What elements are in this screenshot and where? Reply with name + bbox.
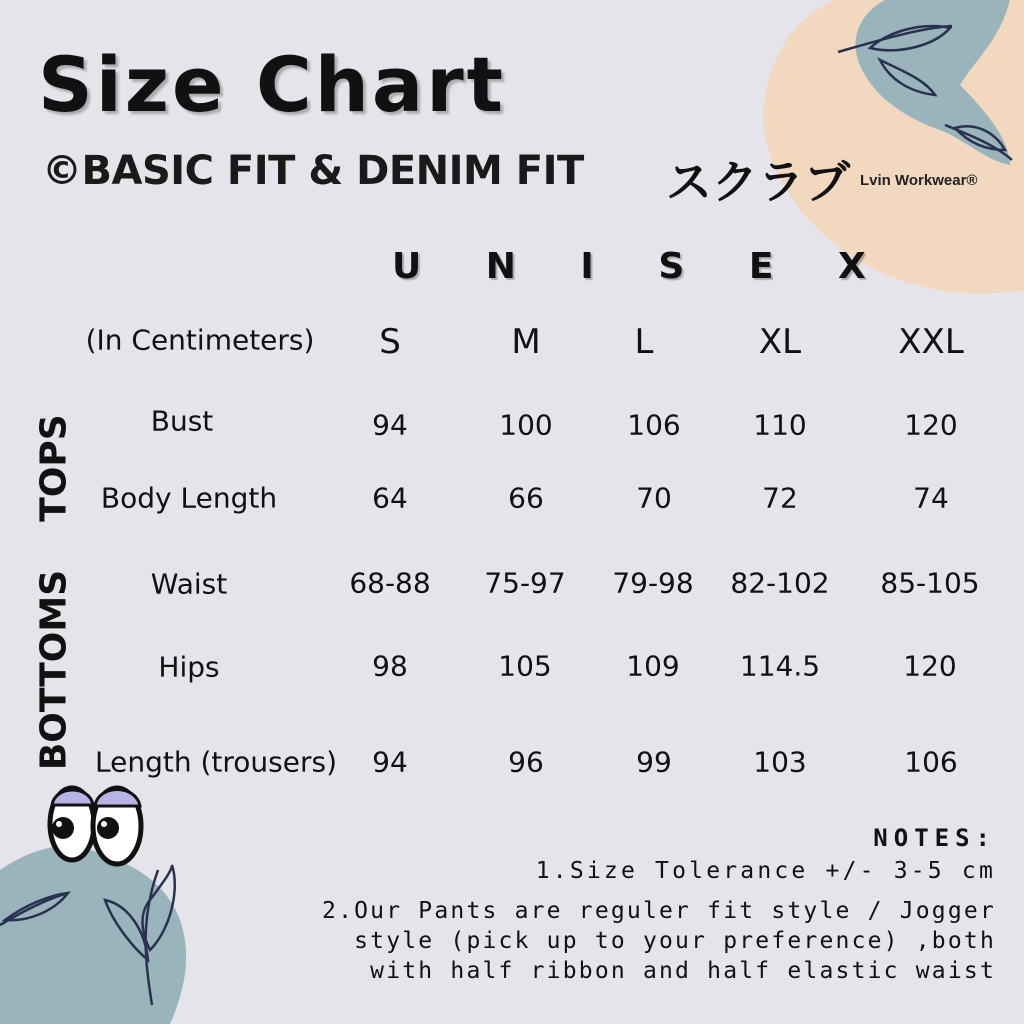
table-cell: 110: [753, 408, 807, 442]
table-heading: U N I S E X: [392, 246, 892, 287]
size-header-xl: XL: [758, 322, 802, 362]
unit-label: (In Centimeters): [85, 323, 315, 357]
subtitle: ©BASIC FIT & DENIM FIT: [42, 148, 584, 194]
table-cell: 66: [508, 481, 544, 515]
table-cell: 106: [627, 408, 681, 442]
table-cell: 82-102: [730, 566, 830, 600]
note-line: style (pick up to your preference) ,both: [354, 928, 996, 954]
table-cell: 106: [904, 745, 958, 779]
row-label-body-length: Body Length: [100, 481, 278, 515]
group-label-bottoms: BOTTOMS: [33, 569, 75, 771]
note-line: 2.Our Pants are reguler fit style / Jogger: [322, 898, 996, 924]
page-title: Size Chart: [38, 40, 507, 129]
table-cell: 94: [372, 745, 408, 779]
table-cell: 85-105: [880, 566, 980, 600]
row-label-bust: Bust: [150, 404, 214, 438]
table-cell: 114.5: [739, 649, 821, 683]
table-cell: 120: [903, 649, 957, 683]
table-cell: 72: [762, 481, 798, 515]
note-paragraph: [322, 896, 996, 986]
table-cell: 98: [372, 649, 408, 683]
row-label-waist: Waist: [150, 567, 228, 601]
notes-title: NOTES:: [873, 824, 996, 852]
note-item: 1.Size Tolerance +/- 3-5 cm: [535, 858, 996, 884]
table-cell: 100: [499, 408, 553, 442]
japanese-text: スクラブ: [666, 155, 850, 209]
table-cell: 105: [498, 649, 552, 683]
note-line: with half ribbon and half elastic waist: [370, 958, 996, 984]
table-cell: 99: [636, 745, 672, 779]
table-cell: 79-98: [612, 566, 694, 600]
brand-name: Lvin Workwear®: [860, 172, 978, 189]
size-header-xxl: XXL: [898, 322, 964, 362]
table-cell: 96: [508, 745, 544, 779]
size-header-s: S: [379, 322, 401, 362]
row-label-hips: Hips: [158, 650, 220, 684]
group-label-tops: TOPS: [33, 414, 75, 522]
row-label-length-trousers: Length (trousers): [95, 745, 337, 779]
table-cell: 120: [904, 408, 958, 442]
table-cell: 70: [636, 481, 672, 515]
table-cell: 94: [372, 408, 408, 442]
table-cell: 109: [626, 649, 680, 683]
table-cell: 64: [372, 481, 408, 515]
size-header-l: L: [634, 322, 654, 362]
table-cell: 68-88: [349, 566, 431, 600]
table-cell: 75-97: [484, 566, 566, 600]
table-cell: 74: [913, 481, 949, 515]
size-header-m: M: [511, 322, 541, 362]
table-cell: 103: [753, 745, 807, 779]
